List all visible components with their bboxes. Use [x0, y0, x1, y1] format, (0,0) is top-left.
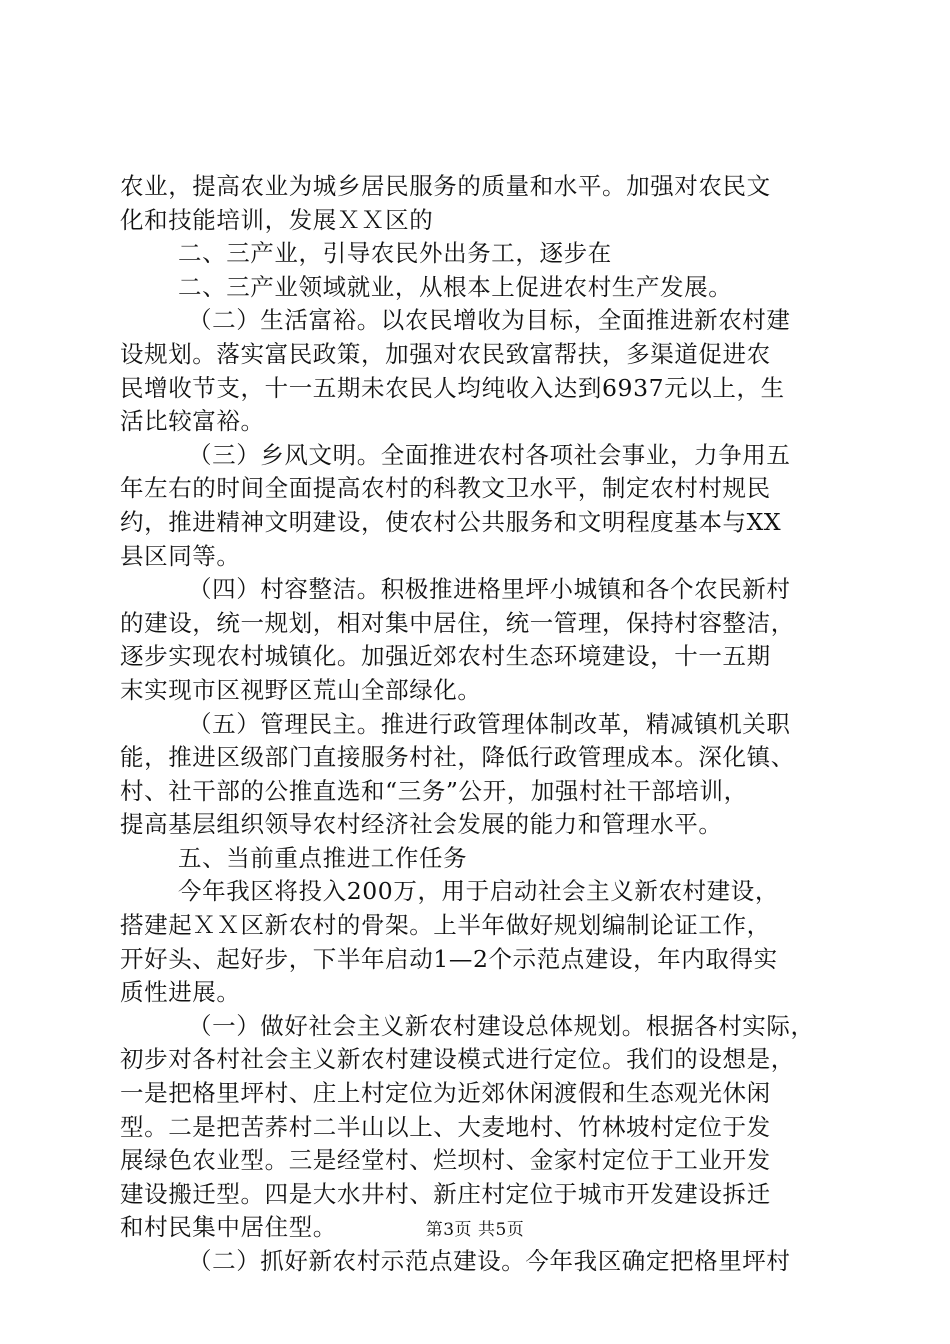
text-line: 末实现市区视野区荒山全部绿化。 — [120, 675, 482, 704]
text-line: 提高基层组织领导农村经济社会发展的能力和管理水平。 — [120, 810, 723, 839]
text-line: 能，推进区级部门直接服务村社，降低行政管理成本。深化镇、 — [120, 743, 795, 772]
document-body — [120, 170, 840, 1279]
text-line: 五、当前重点推进工作任务 — [178, 843, 468, 872]
text-line: 二、三产业，引导农民外出务工，逐步在 — [178, 239, 612, 268]
text-line: 一是把格里坪村、庄上村定位为近郊休闲渡假和生态观光休闲 — [120, 1079, 771, 1108]
text-line: 质性进展。 — [120, 978, 241, 1007]
page-footer: 第3页 共5页 — [425, 1220, 525, 1240]
text-line: 今年我区将投入200万，用于启动社会主义新农村建设， — [178, 877, 779, 906]
text-line: 初步对各村社会主义新农村建设模式进行定位。我们的设想是， — [120, 1045, 795, 1074]
text-line: 展绿色农业型。三是经堂村、烂坝村、金家村定位于工业开发 — [120, 1146, 771, 1175]
text-line: 二、三产业领域就业，从根本上促进农村生产发展。 — [178, 272, 733, 301]
text-line: 村、社干部的公推直选和“三务”公开，加强村社干部培训， — [120, 776, 748, 805]
text-line: （二）生活富裕。以农民增收为目标，全面推进新农村建 — [188, 306, 791, 335]
text-line: 搭建起ＸＸ区新农村的骨架。上半年做好规划编制论证工作， — [120, 911, 771, 940]
text-line: （二）抓好新农村示范点建设。今年我区确定把格里坪村 — [188, 1247, 791, 1275]
text-line: 年左右的时间全面提高农村的科教文卫水平，制定农村村规民 — [120, 474, 771, 503]
text-line: 化和技能培训，发展ＸＸ区的 — [120, 205, 434, 234]
text-line: （五）管理民主。推进行政管理体制改革，精减镇机关职 — [188, 709, 791, 738]
text-line: 设规划。落实富民政策，加强对农民致富帮扶，多渠道促进农 — [120, 339, 771, 368]
text-line: （一）做好社会主义新农村建设总体规划。根据各村实际， — [188, 1011, 815, 1040]
text-line: 建设搬迁型。四是大水井村、新庄村定位于城市开发建设拆迁 — [120, 1179, 771, 1208]
text-line: 农业，提高农业为城乡居民服务的质量和水平。加强对农民文 — [120, 172, 771, 200]
text-line: 约，推进精神文明建设，使农村公共服务和文明程度基本与XX — [120, 507, 782, 536]
text-line: 的建设，统一规划，相对集中居住，统一管理，保持村容整洁， — [120, 608, 795, 637]
text-line: 民增收节支，十一五期未农民人均纯收入达到6937元以上，生 — [120, 373, 785, 402]
text-line: （三）乡风文明。全面推进农村各项社会事业，力争用五 — [188, 440, 791, 469]
text-line: 型。二是把苦荞村二半山以上、大麦地村、竹林坡村定位于发 — [120, 1112, 771, 1141]
text-line: 和村民集中居住型。 — [120, 1213, 337, 1242]
text-line: 开好头、起好步，下半年启动1—2个示范点建设，年内取得实 — [120, 944, 778, 973]
text-line: （四）村容整洁。积极推进格里坪小城镇和各个农民新村 — [188, 575, 791, 604]
text-line: 县区同等。 — [120, 541, 241, 570]
text-line: 活比较富裕。 — [120, 407, 265, 436]
text-line: 逐步实现农村城镇化。加强近郊农村生态环境建设，十一五期 — [120, 642, 771, 671]
